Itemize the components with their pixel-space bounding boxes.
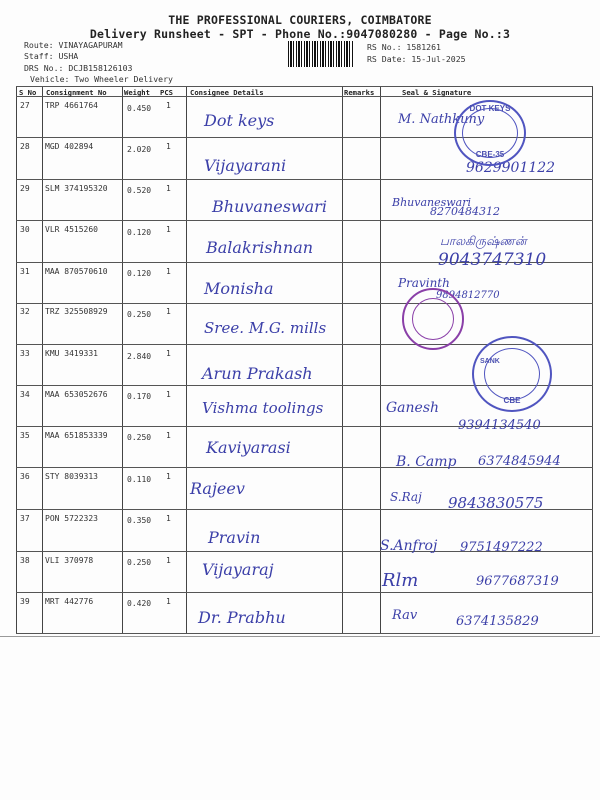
consignee-name: Rajeev: [190, 479, 245, 498]
phone-written: 9629901122: [466, 160, 556, 176]
barcode: [288, 41, 354, 67]
consignee-name: Bhuvaneswari: [212, 197, 327, 216]
phone-written: 8270484312: [430, 205, 500, 218]
col-header-consignee: Consignee Details: [190, 88, 264, 97]
consignee-name: Balakrishnan: [206, 238, 314, 257]
phone-written: 9043747310: [438, 250, 547, 270]
signature: M. Nathkuny: [398, 112, 485, 127]
signature: Pravinth: [398, 276, 450, 290]
stamp-text: DOT KEYS: [469, 104, 511, 113]
stamp-text: CBE: [503, 396, 521, 405]
signature: B. Camp: [396, 454, 457, 470]
signature: S.Raj: [390, 490, 422, 504]
col-header-consignment: Consignment No: [46, 88, 107, 97]
col-header-remarks: Remarks: [344, 88, 375, 97]
signature: Bhuvaneswari: [392, 196, 472, 209]
divider: [0, 636, 600, 637]
col-header-pcs: PCS: [160, 88, 173, 97]
phone-written: 9394134540: [458, 418, 541, 433]
signature: Rlm: [382, 570, 419, 591]
signature: பாலகிருஷ்ணன்: [440, 234, 527, 248]
consignee-name: Dr. Prabhu: [198, 608, 286, 627]
runsheet-title: Delivery Runsheet - SPT - Phone No.:9047080280 - Page No.:3: [89, 27, 511, 41]
phone-written: 9751497222: [460, 540, 543, 555]
consignee-name: Sree. M.G. mills: [204, 319, 327, 337]
col-header-sno: S No: [19, 88, 37, 97]
stamp-text: SANK: [480, 358, 500, 365]
signature: Rav: [392, 608, 418, 623]
col-header-weight: Weight: [124, 88, 150, 97]
consignee-name: Monisha: [204, 279, 274, 298]
rs-number: RS No.: 1581261: [367, 42, 441, 52]
phone-written: 9843830575: [448, 494, 544, 512]
vehicle-line: Vehicle: Two Wheeler Delivery: [30, 74, 173, 84]
col-header-seal: Seal & Signature: [402, 88, 472, 97]
consignee-name: Vijayarani: [204, 156, 287, 175]
signature: Ganesh: [386, 400, 440, 416]
consignee-name: Vijayaraj: [202, 560, 274, 579]
drs-line: DRS No.: DCJB158126103: [24, 63, 133, 73]
consignee-name: Arun Prakash: [202, 364, 313, 383]
stamp-text: CBE-35: [475, 150, 505, 159]
phone-written: 6374135829: [456, 614, 539, 629]
consignee-name: Dot keys: [204, 111, 275, 130]
phone-written: 9677687319: [476, 574, 559, 589]
phone-written: 6374845944: [478, 454, 561, 469]
runsheet-table: S No Consignment No Weight PCS Consignee Details Remarks Seal & Signature 27 TRP 4661764 0.450 1 Dot keys 28 MGD 402894 2.020 1 Vijayarani 29 SLM 374195320 0.520 1 Bhuvaneswari 30 VLR 4515260 0.120 1 Balakrishnan 31 MAA 870570610 0.120 1 Monisha 32 TRZ 325508929 0.250 1 Sree. M.G. mills 33 KMU 3419331 2.840 1 Arun Prakash 34 MAA 653052676 0.170 1 Vishma toolings 35 MAA 651853339 0.250 1 Kaviyarasi 36 STY 8039313 0.110 1 Rajeev 37 PON 5722323 0.350 1 Pravin 38 VLI 370978 0.250 1 Vijayaraj 39 MRT 442776 0.420 1 Dr. Prabhu: [16, 86, 593, 634]
signature: S.Anfroj: [380, 538, 438, 554]
consignee-name: Kaviyarasi: [206, 438, 291, 457]
phone-written: 9894812770: [436, 290, 500, 301]
consignee-name: Vishma toolings: [202, 399, 324, 417]
company-title: THE PROFESSIONAL COURIERS, COIMBATORE: [168, 13, 432, 27]
consignee-name: Pravin: [208, 528, 261, 547]
route-line: Route: VINAYAGAPURAM: [24, 40, 123, 50]
rs-date: RS Date: 15-Jul-2025: [367, 54, 466, 64]
staff-line: Staff: USHA: [24, 51, 79, 61]
